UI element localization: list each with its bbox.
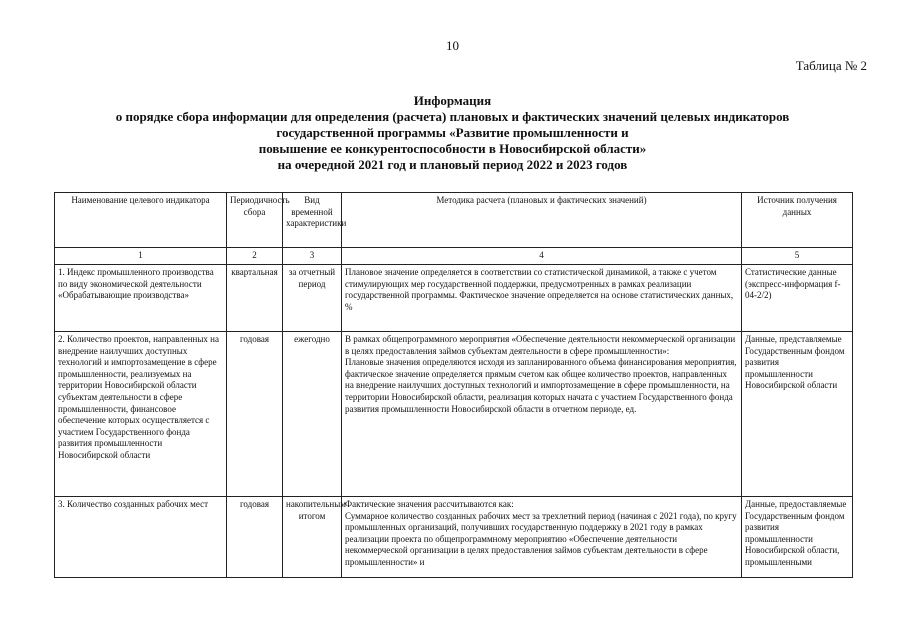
column-number: 1 — [55, 248, 227, 265]
title-line: повышение ее конкурентоспособности в Новосибирской области» — [258, 141, 647, 156]
table-header-row — [55, 193, 853, 248]
calculation-method: Плановое значение определяется в соответствии со статистической динамикой, а также с учетом стимулирующих мер государственной поддержки, предусмотренных в рамках реализации государственной программы. Фактическое значение определяется на основе статистических данных, % — [342, 265, 742, 332]
calculation-method — [342, 332, 742, 497]
table-row — [55, 497, 853, 578]
header-data-source: Источник получения данных — [742, 193, 853, 248]
indicator-name: 2. Количество проектов, направленных на внедрение наилучших доступных технологий и импортозамещение в сфере промышленности, реализуемых на территории Новосибирской области субъектам деятельности в сфере промышленности, финансовое обеспечение которых осуществляется с участием Государственного фонда развития промышленности Новосибирской области — [55, 332, 227, 497]
method-paragraph: Плановые значения определяются исходя из запланированного объема финансирования мероприятия, фактическое значение определяется прямым счетом как общее количество проектов, направленных на внедрение наилучших доступных технологий и импортозамещение в сфере промышленности, на территории Новосибирской области, реализация которых начата с участием Государственного фонда развития промышленности Новосибирской области в отчетном периоде, ед. — [345, 357, 737, 414]
time-characteristic: накопительным итогом — [283, 497, 342, 578]
title-line: Информация — [413, 93, 492, 108]
data-source: Данные, представляемые Государственным фондом развития промышленности Новосибирской области — [742, 332, 853, 497]
document-title — [0, 93, 905, 173]
time-characteristic: ежегодно — [283, 332, 342, 497]
data-source: Данные, предоставляемые Государственным фондом развития промышленности Новосибирской области, промышленными — [742, 497, 853, 578]
method-paragraph: В рамках общепрограммного мероприятия «Обеспечение деятельности некоммерческой организации в целях предоставления займов субъектам деятельности в сфере промышленности»: — [345, 334, 736, 356]
column-number: 4 — [342, 248, 742, 265]
header-indicator-name: Наименование целевого индикатора — [55, 193, 227, 248]
column-number: 5 — [742, 248, 853, 265]
title-line: государственной программы «Развитие промышленности и — [276, 125, 629, 140]
column-numbers-row — [55, 248, 853, 265]
column-number: 3 — [283, 248, 342, 265]
time-characteristic: за отчетный период — [283, 265, 342, 332]
title-line: о порядке сбора информации для определения (расчета) плановых и фактических значений целевых индикаторов — [115, 109, 790, 124]
method-paragraph: Суммарное количество созданных рабочих мест за трехлетний период (начиная с 2021 года), по кругу промышленных организаций, получивших государственную поддержку в 2021 году в рамках реализации проекта по общепрограммному мероприятию «Обеспечение деятельности некоммерческой организации в целях предоставления займов субъектам деятельности в сфере промышленности» и — [345, 510, 737, 567]
header-periodicity: Периодичность сбора — [227, 193, 283, 248]
title-line: на очередной 2021 год и плановый период 2022 и 2023 годов — [277, 157, 628, 172]
indicator-name: 3. Количество созданных рабочих мест — [55, 497, 227, 578]
method-paragraph: Фактические значения рассчитываются как: — [345, 499, 514, 509]
periodicity: годовая — [227, 497, 283, 578]
table-label: Таблица № 2 — [795, 58, 867, 73]
periodicity: годовая — [227, 332, 283, 497]
indicator-name: 1. Индекс промышленного производства по виду экономической деятельности «Обрабатывающие производства» — [55, 265, 227, 332]
data-source: Статистические данные (экспресс-информация f-04-2/2) — [742, 265, 853, 332]
table-row — [55, 265, 853, 332]
page-number: 10 — [446, 38, 459, 53]
indicators-table — [54, 192, 853, 578]
header-calculation-method: Методика расчета (плановых и фактических значений) — [342, 193, 742, 248]
table-row — [55, 332, 853, 497]
calculation-method — [342, 497, 742, 578]
column-number: 2 — [227, 248, 283, 265]
periodicity: квартальная — [227, 265, 283, 332]
header-time-characteristic: Вид временной характеристики — [283, 193, 342, 248]
